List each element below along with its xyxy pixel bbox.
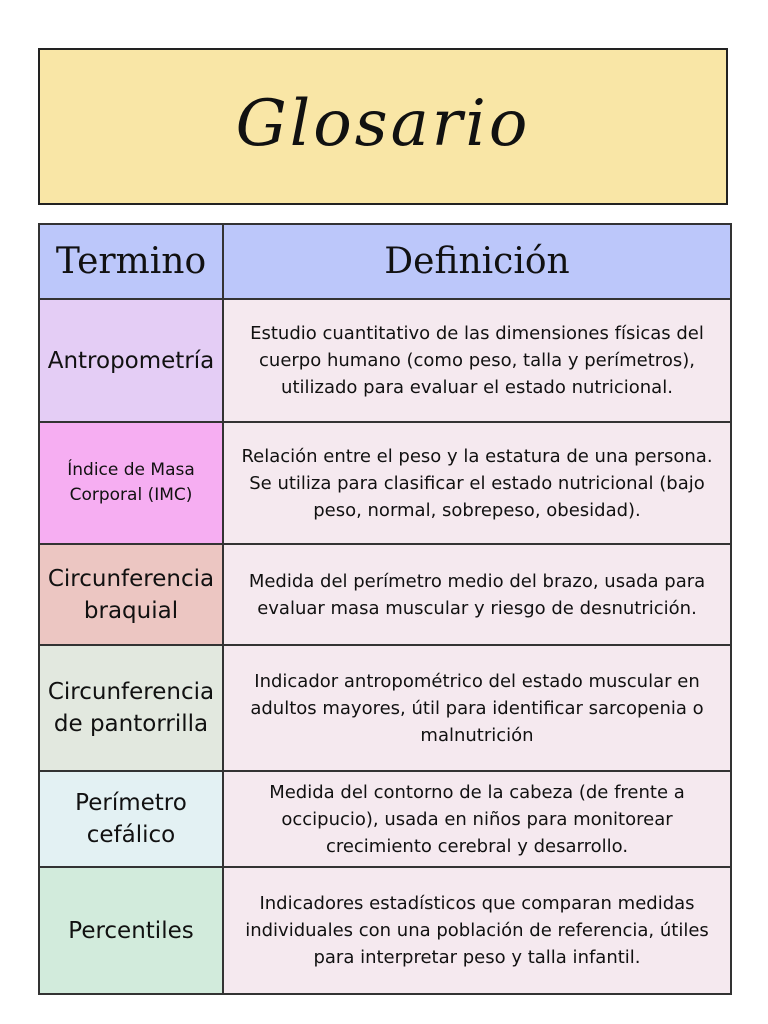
term-cell: Índice de Masa Corporal (IMC) — [39, 422, 223, 544]
term-cell: Circunferencia braquial — [39, 544, 223, 645]
term-column-header: Termino — [39, 224, 223, 299]
definition-column-header: Definición — [223, 224, 731, 299]
definition-cell: Medida del perímetro medio del brazo, usada para evaluar masa muscular y riesgo de desnutrición. — [223, 544, 731, 645]
term-cell: Percentiles — [39, 867, 223, 994]
title-box — [38, 48, 728, 205]
definition-cell: Indicadores estadísticos que comparan medidas individuales con una población de referencia, útiles para interpretar peso y talla infantil. — [223, 867, 731, 994]
glossary-table — [38, 223, 732, 995]
definition-cell: Indicador antropométrico del estado muscular en adultos mayores, útil para identificar sarcopenia o malnutrición — [223, 645, 731, 771]
definition-cell: Medida del contorno de la cabeza (de frente a occipucio), usada en niños para monitorear crecimiento cerebral y desarrollo. — [223, 771, 731, 867]
table-row — [39, 422, 731, 544]
table-row — [39, 771, 731, 867]
table-row — [39, 299, 731, 422]
table-row — [39, 544, 731, 645]
table-row — [39, 867, 731, 994]
header-row — [39, 224, 731, 299]
definition-cell: Estudio cuantitativo de las dimensiones físicas del cuerpo humano (como peso, talla y perímetros), utilizado para evaluar el estado nutricional. — [223, 299, 731, 422]
term-cell: Perímetro cefálico — [39, 771, 223, 867]
page-title: Glosario — [235, 86, 531, 161]
term-cell: Circunferencia de pantorrilla — [39, 645, 223, 771]
definition-cell: Relación entre el peso y la estatura de una persona. Se utiliza para clasificar el estado nutricional (bajo peso, normal, sobrepeso, obesidad). — [223, 422, 731, 544]
term-cell: Antropometría — [39, 299, 223, 422]
table-row — [39, 645, 731, 771]
